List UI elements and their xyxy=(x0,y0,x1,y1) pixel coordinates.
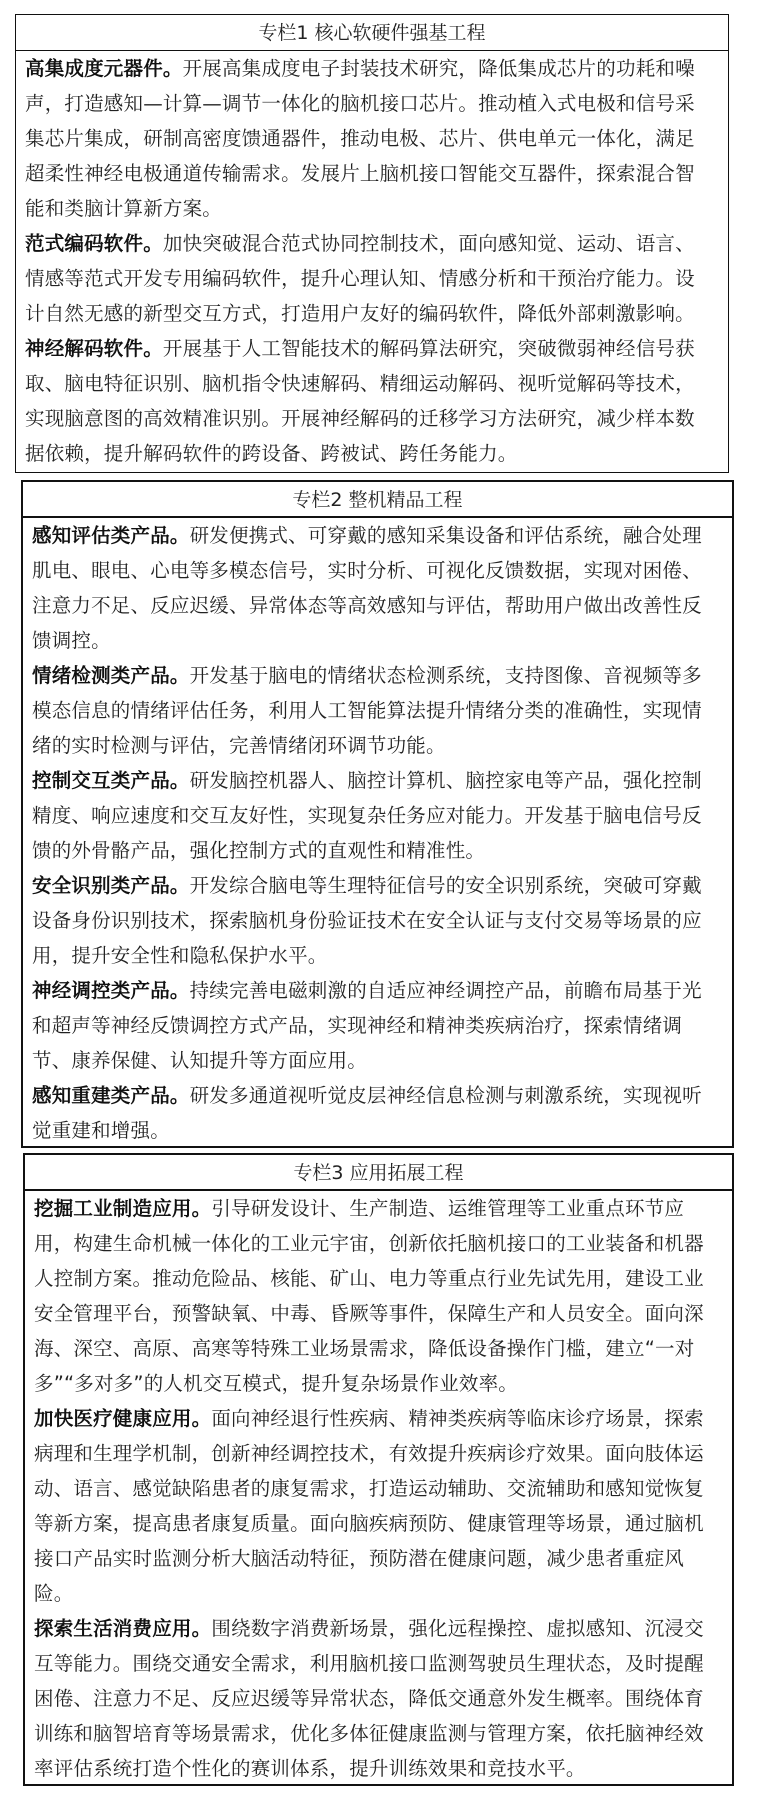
item-lead: 挖掘工业制造应用。 xyxy=(34,1197,212,1220)
item-text: 安全管理平台，预警缺氧、中毒、昏厥等事件，保障生产和人员安全。面向深 xyxy=(34,1302,704,1325)
item-lead: 控制交互类产品。 xyxy=(32,769,190,792)
list-item xyxy=(32,763,726,868)
item-text: 研发便携式、可穿戴的感知采集设备和评估系统，融合处理 xyxy=(189,524,702,547)
item-text: 取、脑电特征识别、脑机指令快速解码、精细运动解码、视听觉解码等技术， xyxy=(25,372,695,395)
item-text: 病理和生理学机制，创新神经调控技术，有效提升疾病诊疗效果。面向肢体运 xyxy=(34,1442,704,1465)
item-text: 绪的实时检测与评估，完善情绪闭环调节功能。 xyxy=(32,734,446,757)
item-text: 人控制方案。推动危险品、核能、矿山、电力等重点行业先试先用，建设工业 xyxy=(34,1267,704,1290)
item-text: 馈的外骨骼产品，强化控制方式的直观性和精准性。 xyxy=(32,839,486,862)
item-text: 动、语言、感觉缺陷患者的康复需求，打造运动辅助、交流辅助和感知觉恢复 xyxy=(34,1477,704,1500)
list-item xyxy=(34,1191,726,1401)
item-text: 开发综合脑电等生理特征信号的安全识别系统，突破可穿戴 xyxy=(189,874,702,897)
list-item xyxy=(25,331,722,471)
item-text: 用，构建生命机械一体化的工业元宇宙，创新依托脑机接口的工业装备和机器 xyxy=(34,1232,704,1255)
list-item xyxy=(32,868,726,973)
column-title: 专栏1 核心软硬件强基工程 xyxy=(16,15,728,51)
item-lead: 高集成度元器件。 xyxy=(25,57,183,80)
item-text: 加快突破混合范式协同控制技术，面向感知觉、运动、语言、 xyxy=(162,232,695,255)
item-text: 和超声等神经反馈调控方式产品，实现神经和精神类疾病治疗，探索情绪调 xyxy=(32,1014,683,1037)
item-text: 肌电、眼电、心电等多模态信号，实时分析、可视化反馈数据，实现对困倦、 xyxy=(32,559,702,582)
item-text: 声，打造感知—计算—调节一体化的脑机接口芯片。推动植入式电极和信号采 xyxy=(25,92,695,115)
item-text: 设备身份识别技术，探索脑机身份验证技术在安全认证与支付交易等场景的应 xyxy=(32,909,702,932)
item-text: 精度、响应速度和交互友好性，实现复杂任务应对能力。开发基于脑电信号反 xyxy=(32,804,702,827)
item-text: 开展高集成度电子封装技术研究，降低集成芯片的功耗和噪 xyxy=(182,57,695,80)
item-lead: 加快医疗健康应用。 xyxy=(34,1407,212,1430)
list-item xyxy=(32,658,726,763)
item-text: 开展基于人工智能技术的解码算法研究，突破微弱神经信号获 xyxy=(162,337,695,360)
item-text: 用，提升安全性和隐私保护水平。 xyxy=(32,944,328,967)
item-text: 多”“多对多”的人机交互模式，提升复杂场景作业效率。 xyxy=(34,1372,519,1395)
item-text: 险。 xyxy=(34,1582,74,1605)
item-lead: 情绪检测类产品。 xyxy=(32,664,190,687)
list-item xyxy=(32,973,726,1078)
list-item xyxy=(32,518,726,658)
list-item xyxy=(34,1611,726,1786)
item-text: 互等能力。围绕交通安全需求，利用脑机接口监测驾驶员生理状态，及时提醒 xyxy=(34,1652,704,1675)
item-lead: 神经解码软件。 xyxy=(25,337,163,360)
item-text: 注意力不足、反应迟缓、异常体态等高效感知与评估，帮助用户做出改善性反 xyxy=(32,594,702,617)
item-lead: 范式编码软件。 xyxy=(25,232,163,255)
item-text: 实现脑意图的高效精准识别。开展神经解码的迁移学习方法研究，减少样本数 xyxy=(25,407,695,430)
column-box-1 xyxy=(15,14,729,473)
item-text: 率评估系统打造个性化的赛训体系，提升训练效果和竞技水平。 xyxy=(34,1757,586,1780)
list-item xyxy=(25,226,722,331)
item-text: 觉重建和增强。 xyxy=(32,1119,170,1142)
item-lead: 神经调控类产品。 xyxy=(32,979,190,1002)
column-box-2 xyxy=(21,480,734,1148)
item-text: 接口产品实时监测分析大脑活动特征，预防潜在健康问题，减少患者重症风 xyxy=(34,1547,685,1570)
item-text: 开发基于脑电的情绪状态检测系统，支持图像、音视频等多 xyxy=(189,664,702,687)
item-text: 情感等范式开发专用编码软件，提升心理认知、情感分析和干预治疗能力。设 xyxy=(25,267,695,290)
item-lead: 探索生活消费应用。 xyxy=(34,1617,212,1640)
item-text: 持续完善电磁刺激的自适应神经调控产品，前瞻布局基于光 xyxy=(189,979,702,1002)
item-text: 面向神经退行性疾病、精神类疾病等临床诊疗场景，探索 xyxy=(211,1407,704,1430)
item-text: 等新方案，提高患者康复质量。面向脑疾病预防、健康管理等场景，通过脑机 xyxy=(34,1512,704,1535)
list-item xyxy=(34,1401,726,1611)
item-text: 研发脑控机器人、脑控计算机、脑控家电等产品，强化控制 xyxy=(189,769,702,792)
item-text: 研发多通道视听觉皮层神经信息检测与刺激系统，实现视听 xyxy=(189,1084,702,1107)
item-text: 节、康养保健、认知提升等方面应用。 xyxy=(32,1049,367,1072)
item-lead: 安全识别类产品。 xyxy=(32,874,190,897)
item-text: 围绕数字消费新场景，强化远程操控、虚拟感知、沉浸交 xyxy=(211,1617,704,1640)
item-text: 馈调控。 xyxy=(32,629,111,652)
column-box-3 xyxy=(23,1153,734,1786)
item-lead: 感知重建类产品。 xyxy=(32,1084,190,1107)
item-text: 计自然无感的新型交互方式，打造用户友好的编码软件，降低外部刺激影响。 xyxy=(25,302,695,325)
list-item xyxy=(32,1078,726,1148)
column-body xyxy=(23,518,732,1148)
column-title: 专栏2 整机精品工程 xyxy=(23,482,732,518)
item-text: 海、深空、高原、高寒等特殊工业场景需求，降低设备操作门槛，建立“一对 xyxy=(34,1337,695,1360)
item-text: 据依赖，提升解码软件的跨设备、跨被试、跨任务能力。 xyxy=(25,442,518,465)
item-text: 模态信息的情绪评估任务，利用人工智能算法提升情绪分类的准确性，实现情 xyxy=(32,699,702,722)
column-body xyxy=(25,1191,732,1786)
item-text: 能和类脑计算新方案。 xyxy=(25,197,223,220)
column-body xyxy=(16,51,728,471)
item-text: 集芯片集成，研制高密度馈通器件，推动电极、芯片、供电单元一体化，满足 xyxy=(25,127,695,150)
item-text: 超柔性神经电极通道传输需求。发展片上脑机接口智能交互器件，探索混合智 xyxy=(25,162,695,185)
item-text: 引导研发设计、生产制造、运维管理等工业重点环节应 xyxy=(211,1197,685,1220)
item-text: 训练和脑智培育等场景需求，优化多体征健康监测与管理方案，依托脑神经效 xyxy=(34,1722,704,1745)
item-lead: 感知评估类产品。 xyxy=(32,524,190,547)
column-title: 专栏3 应用拓展工程 xyxy=(25,1155,732,1191)
list-item xyxy=(25,51,722,226)
item-text: 困倦、注意力不足、反应迟缓等异常状态，降低交通意外发生概率。围绕体育 xyxy=(34,1687,704,1710)
